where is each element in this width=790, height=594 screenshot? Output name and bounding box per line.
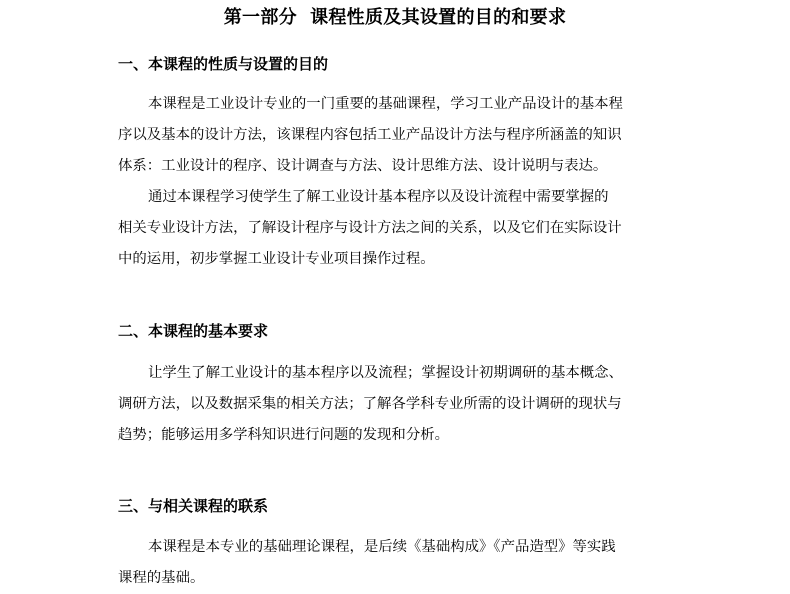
section-heading-2: 二、本课程的基本要求 [118, 322, 269, 340]
paragraph-line: 序以及基本的设计方法，该课程内容包括工业产品设计方法与程序所涵盖的知识 [118, 127, 622, 143]
section-3-paragraph-1 [118, 532, 678, 594]
paragraph-line: 本课程是工业设计专业的一门重要的基础课程，学习工业产品设计的基本程 [148, 96, 623, 112]
paragraph-line: 体系：工业设计的程序、设计调查与方法、设计思维方法、设计说明与表达。 [118, 158, 608, 174]
paragraph-line: 让学生了解工业设计的基本程序以及流程；掌握设计初期调研的基本概念、 [148, 365, 623, 381]
section-heading-3: 三、与相关课程的联系 [118, 497, 269, 515]
paragraph-line: 相关专业设计方法，了解设计程序与设计方法之间的关系，以及它们在实际设计 [118, 220, 622, 236]
document-title: 第一部分 课程性质及其设置的目的和要求 [223, 7, 567, 28]
paragraph-line: 调研方法，以及数据采集的相关方法；了解各学科专业所需的设计调研的现状与 [118, 396, 622, 412]
paragraph-line: 通过本课程学习使学生了解工业设计基本程序以及设计流程中需要掌握的 [148, 189, 609, 205]
section-1-paragraph-1 [118, 89, 678, 182]
section-heading-1: 一、本课程的性质与设置的目的 [118, 55, 329, 73]
section-1-paragraph-2 [118, 182, 678, 275]
paragraph-line: 中的运用，初步掌握工业设计专业项目操作过程。 [118, 251, 435, 267]
paragraph-line: 课程的基础。 [118, 570, 205, 586]
paragraph-line: 本课程是本专业的基础理论课程，是后续《基础构成》《产品造型》等实践 [148, 539, 616, 555]
paragraph-line: 趋势；能够运用多学科知识进行问题的发现和分析。 [118, 427, 449, 443]
section-2-paragraph-1 [118, 358, 678, 451]
